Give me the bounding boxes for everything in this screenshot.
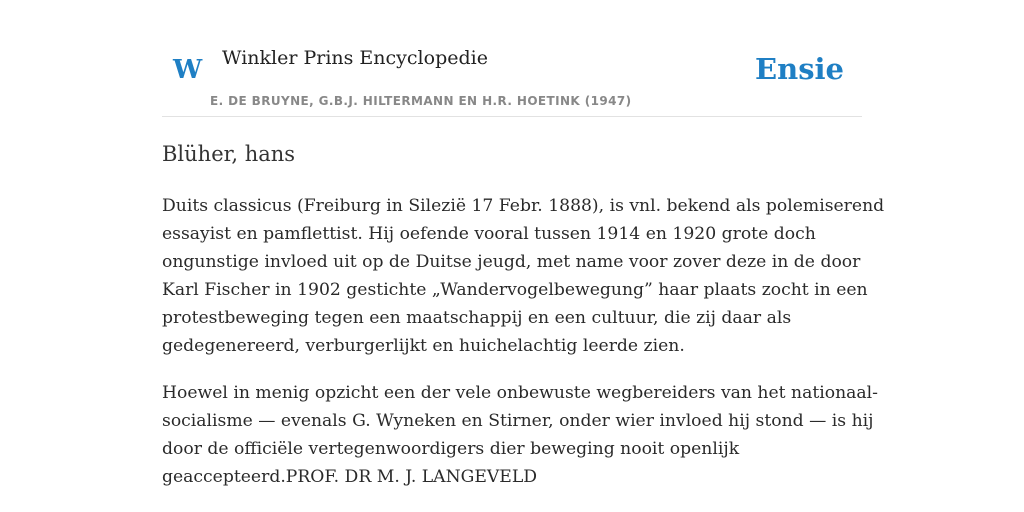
- paragraph-line: socialisme — evenals G. Wyneken en Stirner, onder wier invloed hij stond — is hij: [162, 411, 874, 431]
- paragraph-line: Karl Fischer in 1902 gestichte „Wandervogelbewegung” haar plaats zocht in een: [162, 280, 868, 300]
- article-title: Blüher, hans: [162, 142, 296, 166]
- site-header: [162, 0, 862, 117]
- article: [162, 138, 885, 491]
- publication-authors: E. DE BRUYNE, G.B.J. HILTERMANN EN H.R. HOETINK (1947): [210, 94, 632, 108]
- paragraph-line: protestbeweging tegen een maatschappij en een cultuur, die zij daar als: [162, 308, 792, 328]
- paragraph-line: Hoewel in menig opzicht een der vele onbewuste wegbereiders van het nationaal-: [162, 383, 878, 403]
- paragraph-line: gedegenereerd, verburgerlijkt en huichelachtig leerde zien.: [162, 336, 685, 356]
- paragraph-line: Duits classicus (Freiburg in Silezië 17 Febr. 1888), is vnl. bekend als polemiserend: [162, 196, 885, 216]
- publication-title[interactable]: Winkler Prins Encyclopedie: [222, 47, 488, 69]
- paragraph-line: essayist en pamflettist. Hij oefende vooral tussen 1914 en 1920 grote doch: [162, 224, 816, 244]
- paragraph-line: ongunstige invloed uit op de Duitse jeugd, met name voor zover deze in de door: [162, 252, 861, 272]
- article-paragraph: [162, 192, 885, 360]
- publication-logo-icon[interactable]: W: [173, 55, 203, 85]
- ensie-logo[interactable]: Ensie: [755, 52, 844, 86]
- paragraph-line: door de officiële vertegenwoordigers dier beweging nooit openlijk: [162, 439, 740, 459]
- article-paragraph: [162, 379, 878, 491]
- paragraph-line: geaccepteerd.PROF. DR M. J. LANGEVELD: [162, 467, 538, 487]
